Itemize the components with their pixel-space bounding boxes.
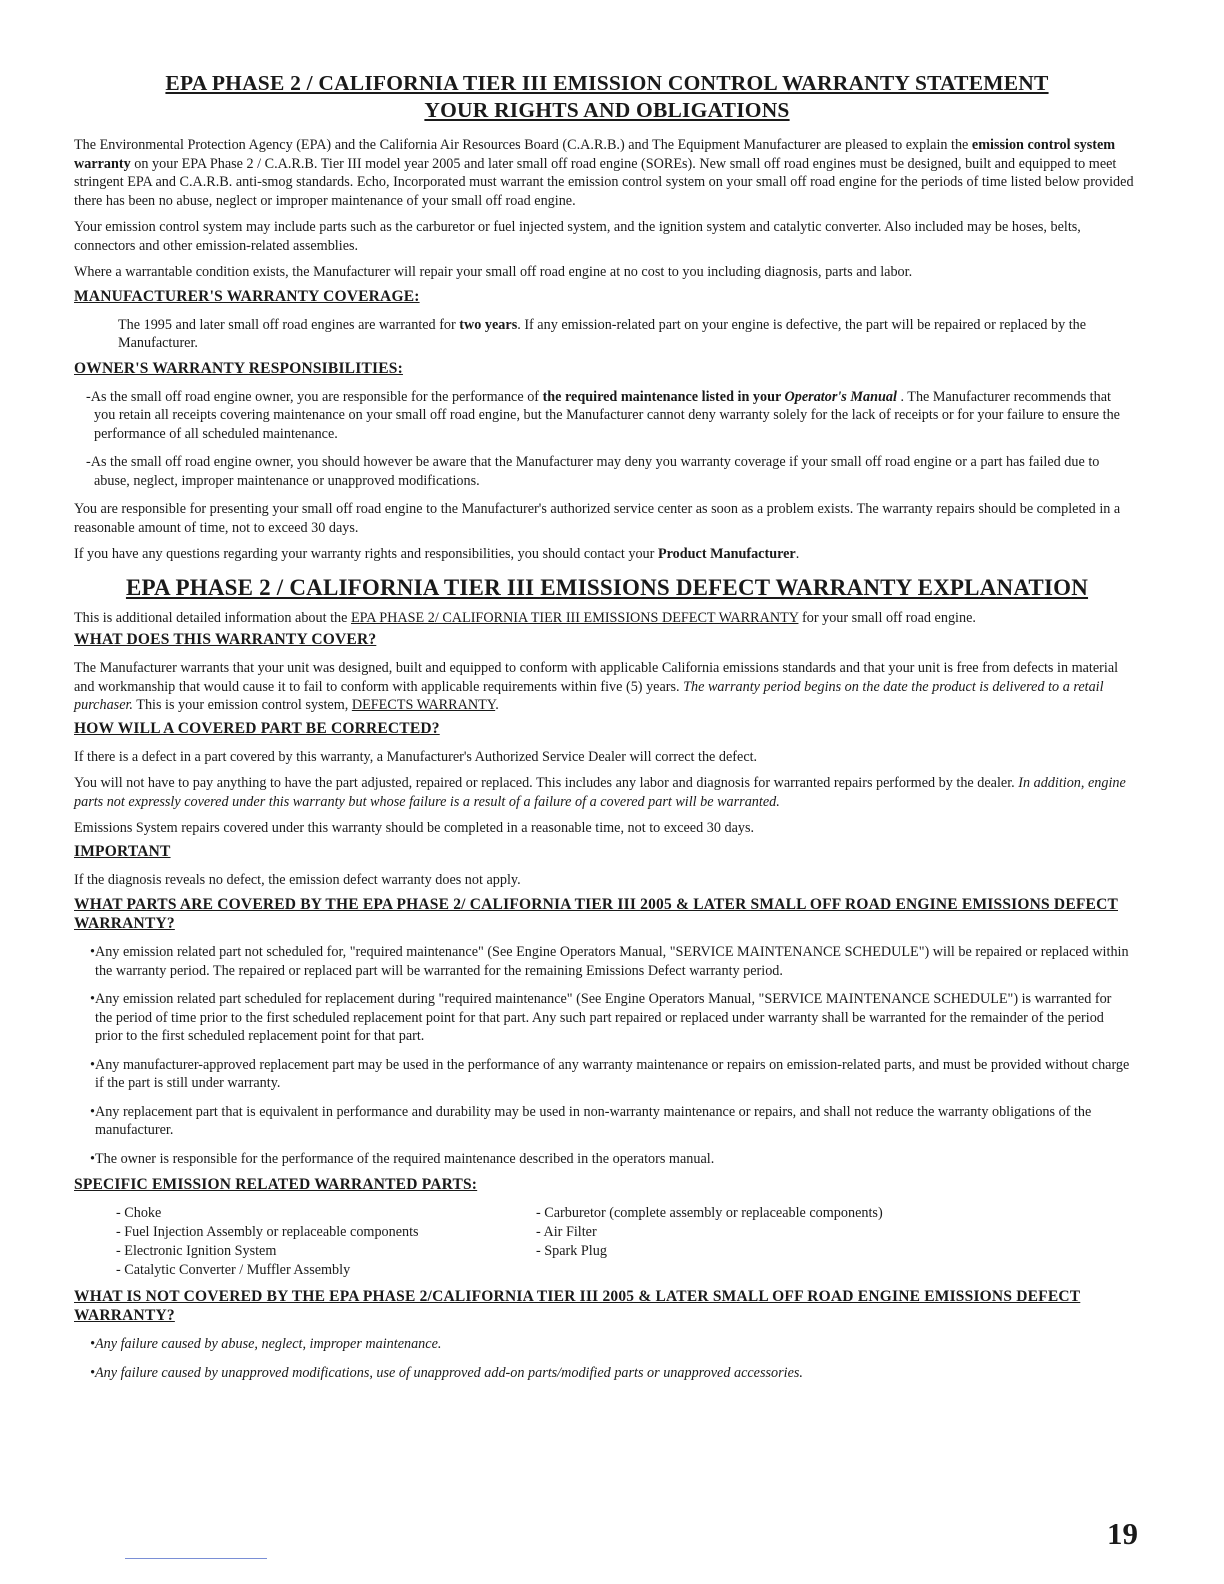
not-covered-bullet-1: •Any failure caused by abuse, neglect, improper maintenance.: [90, 1336, 442, 1352]
parts-covered-bullet-3: •Any manufacturer-approved replacement part may be used in the performance of any warranty maintenance or repairs on emission-related parts, and must be provided without charge if the part is still under warranty.: [90, 1056, 1130, 1091]
part-item: - Electronic Ignition System: [116, 1243, 277, 1259]
specific-parts-column-1: [116, 1204, 419, 1280]
owner-resp-item-1: -As the small off road engine owner, you are responsible for the performance of the required maintenance listed in your Operator's Manual . The Manufacturer recommends that you retain all receipts covering maintenance on your small off road engine, but the Manufacturer cannot deny warranty solely for the lack of receipts or for your failure to ensure the performance of all scheduled maintenance.: [86, 388, 1120, 442]
corrected-paragraph-1: If there is a defect in a part covered by this warranty, a Manufacturer's Authorized Service Dealer will correct the defect.: [74, 748, 758, 765]
specific-parts-heading: SPECIFIC EMISSION RELATED WARRANTED PARTS:: [74, 1176, 478, 1193]
mfr-coverage-text: The 1995 and later small off road engines are warranted for two years. If any emission-related part on your engine is defective, the part will be repaired or replaced by the Manufacturer.: [118, 316, 1087, 351]
part-item: - Choke: [116, 1205, 162, 1221]
corrected-heading: HOW WILL A COVERED PART BE CORRECTED?: [74, 719, 440, 737]
owner-resp-item-2: -As the small off road engine owner, you should however be aware that the Manufacturer may deny you warranty coverage if your small off road engine or a part has failed due to abuse, neglect, improper maintenance or unapproved modifications.: [86, 454, 1100, 489]
owner-resp-paragraph-1: You are responsible for presenting your small off road engine to the Manufacturer's authorized service center as soon as a problem exists. The warranty repairs should be completed in a reasonable amount of time, not to exceed 30 days.: [74, 501, 1121, 536]
mfr-coverage-heading: MANUFACTURER'S WARRANTY COVERAGE:: [74, 287, 420, 305]
footer-rule: [125, 1558, 267, 1559]
part-item: - Catalytic Converter / Muffler Assembly: [116, 1262, 351, 1278]
part-item: - Fuel Injection Assembly or replaceable components: [116, 1224, 419, 1240]
parts-covered-bullet-4: •Any replacement part that is equivalent in performance and durability may be used in non-warranty maintenance or repairs, and shall not reduce the warranty obligations of the manufacturer.: [90, 1103, 1092, 1138]
title-line-1: EPA PHASE 2 / CALIFORNIA TIER III EMISSION CONTROL WARRANTY STATEMENT: [165, 71, 1049, 95]
owner-resp-heading: OWNER'S WARRANTY RESPONSIBILITIES:: [74, 359, 403, 377]
part-item: - Spark Plug: [536, 1243, 607, 1259]
intro-paragraph-1: The Environmental Protection Agency (EPA) and the California Air Resources Board (C.A.R.B.) and The Equipment Manufacturer are pleased to explain the emission control system warranty on your EPA Phase 2 / C.A.R.B. Tier III model year 2005 and later small off road engine (SOREs). New small off road engines must be designed, built and equipped to meet stringent EPA and C.A.R.B. anti-smog standards. Echo, Incorporated must warrant the emission control system on your small off road engine for the periods of time listed below provided there has been no abuse, neglect or improper maintenance of your small off road engine.: [74, 137, 1134, 209]
part-item: - Air Filter: [536, 1224, 597, 1240]
parts-covered-heading: WHAT PARTS ARE COVERED BY THE EPA PHASE 2/ CALIFORNIA TIER III 2005 & LATER SMALL OFF ROAD ENGINE EMISSIONS DEFECT WARRANTY?: [74, 896, 1118, 932]
important-paragraph: If the diagnosis reveals no defect, the emission defect warranty does not apply.: [74, 871, 521, 888]
important-heading: IMPORTANT: [74, 842, 171, 860]
explanation-paragraph: This is additional detailed information about the EPA PHASE 2/ CALIFORNIA TIER III EMISSIONS DEFECT WARRANTY for your small off road engine.: [74, 609, 976, 626]
parts-covered-bullet-2: •Any emission related part scheduled for replacement during "required maintenance" (See Engine Operators Manual, "SERVICE MAINTENANCE SCHEDULE") is warranted for the period of time prior to the first scheduled replacement point for that part. Any such part repaired or replaced under warranty shall be warranted for the remainder of the period prior to the first scheduled replacement point for that part.: [90, 991, 1112, 1044]
cover-paragraph: The Manufacturer warrants that your unit was designed, built and equipped to conform with applicable California emissions standards and that your unit is free from defects in material and workmanship that would cause it to fail to conform with applicable requirements within five (5) years. The warranty period begins on the date the product is delivered to a retail purchaser. This is your emission control system, DEFECTS WARRANTY.: [74, 660, 1119, 713]
title-line-2: YOUR RIGHTS AND OBLIGATIONS: [424, 98, 790, 122]
cover-heading: WHAT DOES THIS WARRANTY COVER?: [74, 631, 377, 648]
not-covered-bullet-2: •Any failure caused by unapproved modifications, use of unapproved add-on parts/modified parts or unapproved accessories.: [90, 1364, 803, 1381]
specific-parts-list: [74, 1204, 1140, 1284]
parts-covered-bullet-5: •The owner is responsible for the performance of the required maintenance described in the operators manual.: [90, 1150, 715, 1167]
intro-paragraph-3: Where a warrantable condition exists, the Manufacturer will repair your small off road engine at no cost to you including diagnosis, parts and labor.: [74, 264, 913, 280]
corrected-paragraph-3: Emissions System repairs covered under this warranty should be completed in a reasonable time, not to exceed 30 days.: [74, 820, 755, 836]
specific-parts-column-2: [536, 1204, 883, 1261]
document-page: [74, 70, 1140, 1382]
not-covered-heading: WHAT IS NOT COVERED BY THE EPA PHASE 2/CALIFORNIA TIER III 2005 & LATER SMALL OFF ROAD ENGINE EMISSIONS DEFECT WARRANTY?: [74, 1288, 1081, 1324]
defect-warranty-title: EPA PHASE 2 / CALIFORNIA TIER III EMISSIONS DEFECT WARRANTY EXPLANATION: [125, 574, 1089, 600]
corrected-paragraph-2: You will not have to pay anything to have the part adjusted, repaired or replaced. This includes any labor and diagnosis for warranted repairs performed by the dealer. In addition, engine parts not expressly covered under this warranty but whose failure is a result of a failure of a covered part will be warranted.: [74, 775, 1126, 810]
parts-covered-bullet-1: •Any emission related part not scheduled for, "required maintenance" (See Engine Operators Manual, "SERVICE MAINTENANCE SCHEDULE") will be repaired or replaced within the warranty period. The repaired or replaced part will be warranted for the remaining Emissions Defect warranty period.: [90, 944, 1129, 979]
part-item: - Carburetor (complete assembly or replaceable components): [536, 1205, 883, 1221]
page-number: 19: [1107, 1516, 1138, 1551]
owner-resp-paragraph-2: If you have any questions regarding your warranty rights and responsibilities, you should contact your Product Manufacturer.: [74, 546, 800, 562]
intro-paragraph-2: Your emission control system may include parts such as the carburetor or fuel injected system, and the ignition system and catalytic converter. Also included may be hoses, belts, connectors and other emission-related assemblies.: [74, 219, 1081, 254]
warranty-statement-title: [74, 70, 1140, 124]
